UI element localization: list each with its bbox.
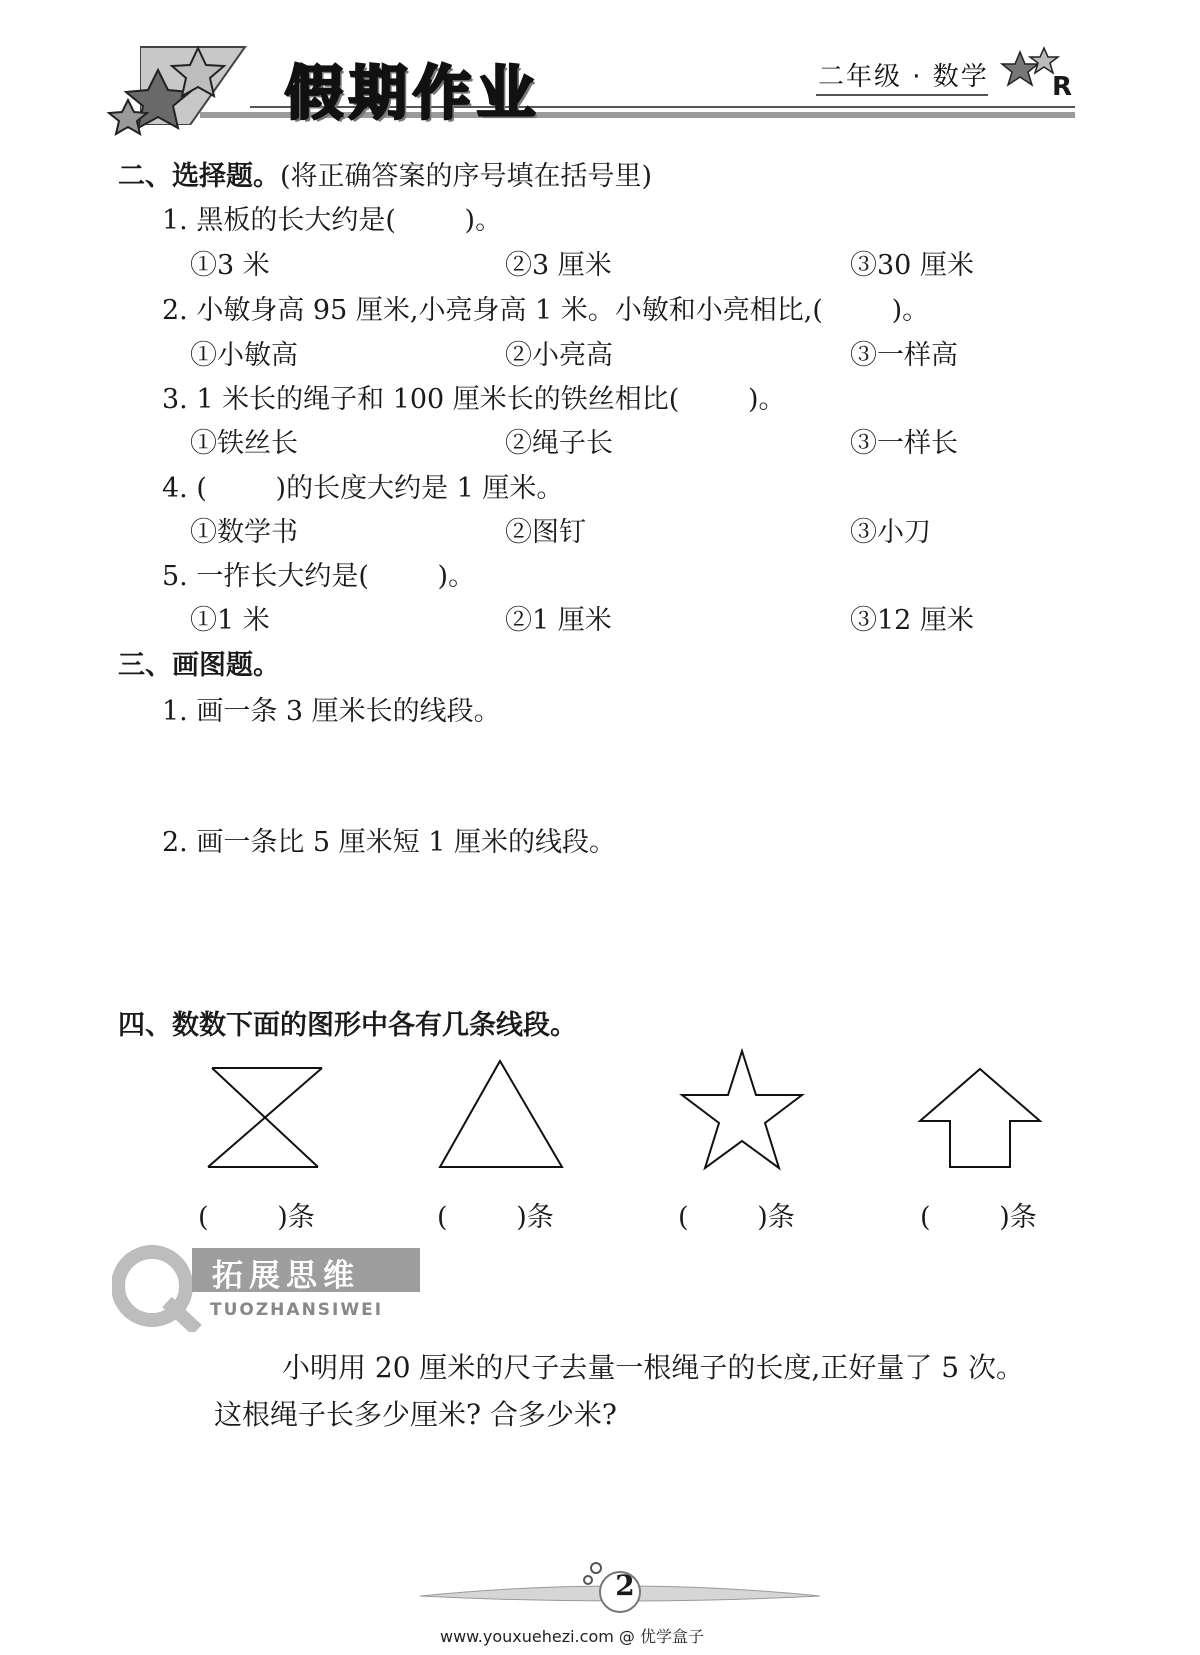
- option-2-3-b: ②绳子长: [505, 428, 613, 459]
- star-icon: [682, 1051, 802, 1168]
- question-3-1: 1. 画一条 3 厘米长的线段。: [162, 696, 501, 727]
- option-2-2-a: ①小敏高: [190, 340, 298, 371]
- header-stars-icon: [100, 40, 260, 145]
- section-2-title: [118, 154, 652, 193]
- option-2-5-b: ②1 厘米: [505, 605, 612, 636]
- option-2-1-a: ①3 米: [190, 250, 270, 281]
- option-2-1-b: ②3 厘米: [505, 250, 612, 281]
- option-2-4-c: ③小刀: [850, 517, 931, 548]
- page-number: 2: [615, 1569, 635, 1602]
- question-2-3: 3. 1 米长的绳子和 100 厘米长的铁丝相比( )。: [162, 384, 786, 415]
- option-2-3-a: ①铁丝长: [190, 428, 298, 459]
- extension-title: 拓展思维: [212, 1258, 360, 1294]
- triangle-icon: [440, 1061, 562, 1167]
- edition-mark: R: [1052, 72, 1073, 102]
- question-3-2: 2. 画一条比 5 厘米短 1 厘米的线段。: [162, 827, 617, 858]
- section-4-title: 四、数数下面的图形中各有几条线段。: [118, 1010, 577, 1041]
- extension-question-line-2: 这根绳子长多少厘米? 合多少米?: [214, 1398, 617, 1431]
- option-2-4-b: ②图钉: [505, 517, 586, 548]
- question-2-4: 4. ( )的长度大约是 1 厘米。: [162, 473, 564, 504]
- figure-4-answer[interactable]: ( )条: [920, 1202, 1037, 1233]
- option-2-4-a: ①数学书: [190, 517, 298, 548]
- figure-3-answer[interactable]: ( )条: [678, 1202, 795, 1233]
- book-title: 假期作业: [285, 59, 542, 127]
- edition-stars-icon: [1000, 46, 1090, 101]
- grade-underline: [816, 94, 988, 96]
- section-2-heading: 二、选择题。: [118, 161, 280, 192]
- arrow-up-icon: [920, 1069, 1040, 1167]
- option-2-2-b: ②小亮高: [505, 340, 613, 371]
- question-2-1: 1. 黑板的长大约是( )。: [162, 205, 503, 236]
- section-2-hint: (将正确答案的序号填在括号里): [280, 161, 653, 192]
- figures-row: [190, 1045, 1090, 1185]
- option-2-2-c: ③一样高: [850, 340, 958, 371]
- question-2-5: 5. 一拃长大约是( )。: [162, 561, 476, 592]
- option-2-5-c: ③12 厘米: [850, 605, 974, 636]
- figure-2-answer[interactable]: ( )条: [437, 1202, 554, 1233]
- option-2-1-c: ③30 厘米: [850, 250, 974, 281]
- figure-1-answer[interactable]: ( )条: [198, 1202, 315, 1233]
- grade-subject: 二年级 · 数学: [818, 62, 989, 92]
- hourglass-icon: [208, 1068, 322, 1167]
- extension-question-line-1: 小明用 20 厘米的尺子去量一根绳子的长度,正好量了 5 次。: [282, 1351, 1024, 1384]
- section-3-title: 三、画图题。: [118, 650, 280, 681]
- option-2-3-c: ③一样长: [850, 428, 958, 459]
- question-2-2: 2. 小敏身高 95 厘米,小亮身高 1 米。小敏和小亮相比,( )。: [162, 295, 930, 326]
- watermark: www.youxuehezi.com @ 优学盒子: [440, 1627, 704, 1646]
- extension-pinyin: TUOZHANSIWEI: [210, 1300, 384, 1320]
- option-2-5-a: ①1 米: [190, 605, 270, 636]
